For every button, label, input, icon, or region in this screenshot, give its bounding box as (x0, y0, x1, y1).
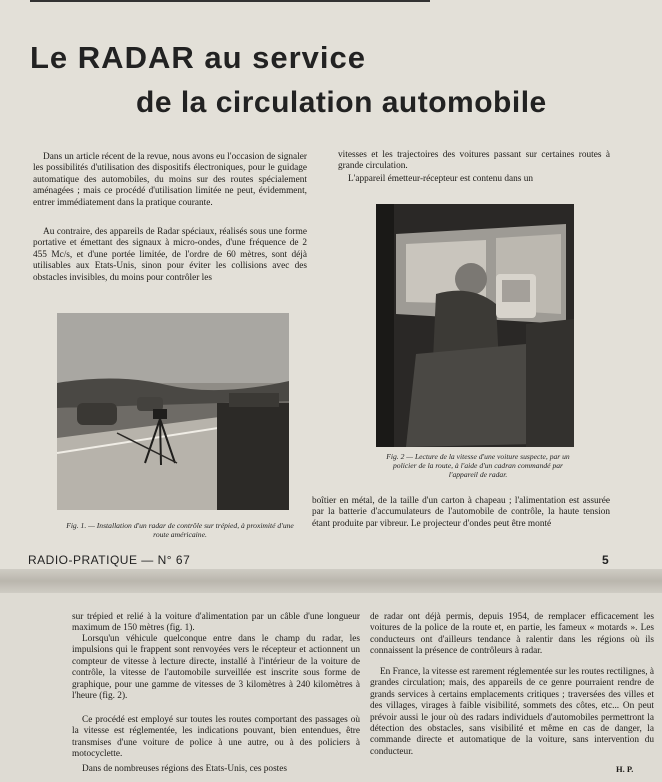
header-rule (30, 0, 430, 2)
figure-1-caption: Fig. 1. — Installation d'un radar de contrôle sur trépied, à proximité d'une route américaine. (66, 521, 294, 539)
figure-1-photo (57, 313, 289, 510)
continuation-paragraph-1: sur trépied et relié à la voiture d'alimentation par un câble d'une longueur maximum de 150 mètres (fig. 1). (72, 612, 360, 634)
continuation-paragraph-4: Dans de nombreuses régions des Etats-Unis, ces postes (82, 764, 288, 774)
continuation-paragraph-3: Ce procédé est employé sur toutes les routes comportant des passages où la vitesse est réglementée, les indications pouvant, bien entendues, être transmises d'une voiture de police à une autre, ou à des policiers à motocyclette. (72, 715, 360, 760)
figure-2-photo (376, 204, 574, 447)
continuation-paragraph-6: En France, la vitesse est rarement réglementée sur les routes rectilignes, à grandes circulation; mais, des appareils de ce genre pourraient rendre de grands services à certains emplacements critiques ; traversées des villes et des villages, virages à faible visibilité, sommets des côtes, etc... On peut prévoir aussi le jour où des radars individuels d'automobiles permettront la détection des obstacles, sans visibilité et même en cas de danger, la commande directe et automatique de la voiture, sans intervention du conducteur. (370, 667, 654, 757)
speeds-paragraph: vitesses et les trajectoires des voitures passant sur certaines routes à grande circulation. (338, 150, 610, 172)
author-signature: H. P. (616, 764, 634, 774)
magazine-footer: RADIO-PRATIQUE — N° 67 (28, 553, 191, 567)
page-fold (0, 569, 662, 593)
page-number: 5 (602, 553, 609, 567)
radar-paragraph: Au contraire, des appareils de Radar spéciaux, réalisés sous une forme portative et émettant des signaux à micro-ondes, d'une fréquence de 2 455 Mc/s, et d'une portée limitée, de l'ordre de 60 mètres, sont déjà utilisables aux Etats-Unis, sinon pour éviter les collisions avec des obstacles invisibles, du moins pour contrôler les (33, 227, 307, 283)
intro-paragraph: Dans un article récent de la revue, nous avons eu l'occasion de signaler les possibilités d'utilisation des dispositifs électroniques, pour le guidage automatique des automobiles, du moins sur des routes spécialement aménagées ; mais ce procédé d'utilisation limitée ne peut, évidemment, entrer immédiatement dans la pratique courante. (33, 152, 307, 208)
continuation-paragraph-5: de radar ont déjà permis, depuis 1954, de remplacer efficacement les voitures de la police de la route et, en partie, les fameux « motards ». Les conducteurs ont d'ailleurs tendance à ralentir dans les régions où ils connaissent la présence de contrôleurs à radar. (370, 612, 654, 657)
title-line-2: de la circulation automobile (136, 86, 547, 119)
casing-paragraph: boîtier en métal, de la taille d'un carton à chapeau ; l'alimentation est assurée par la batterie d'accumulateurs de l'automobile de contrôle, la haute tension étant produite par vibreur. Le projecteur d'ondes peut être monté (312, 496, 610, 529)
figure-2-caption: Fig. 2 — Lecture de la vitesse d'une voiture suspecte, par un policier de la route, à l'aide d'un cadran commandé par l'appareil de radar. (386, 452, 570, 479)
continuation-paragraph-2: Lorsqu'un véhicule quelconque entre dans le champ du radar, les impulsions qui le frappent sont renvoyées vers le récepteur et actionnent un compteur de vitesse à lecture directe, installé à l'intérieur de la voiture de contrôle, la vitesse de l'automobile surveillée est inscrite sous forme de graphique, pour une gamme de vitesses de 3 kilomètres à 240 kilomètres à l'heure (fig. 2). (72, 634, 360, 702)
title-line-1: Le RADAR au service (30, 40, 367, 75)
transceiver-paragraph: L'appareil émetteur-récepteur est contenu dans un (348, 174, 534, 184)
